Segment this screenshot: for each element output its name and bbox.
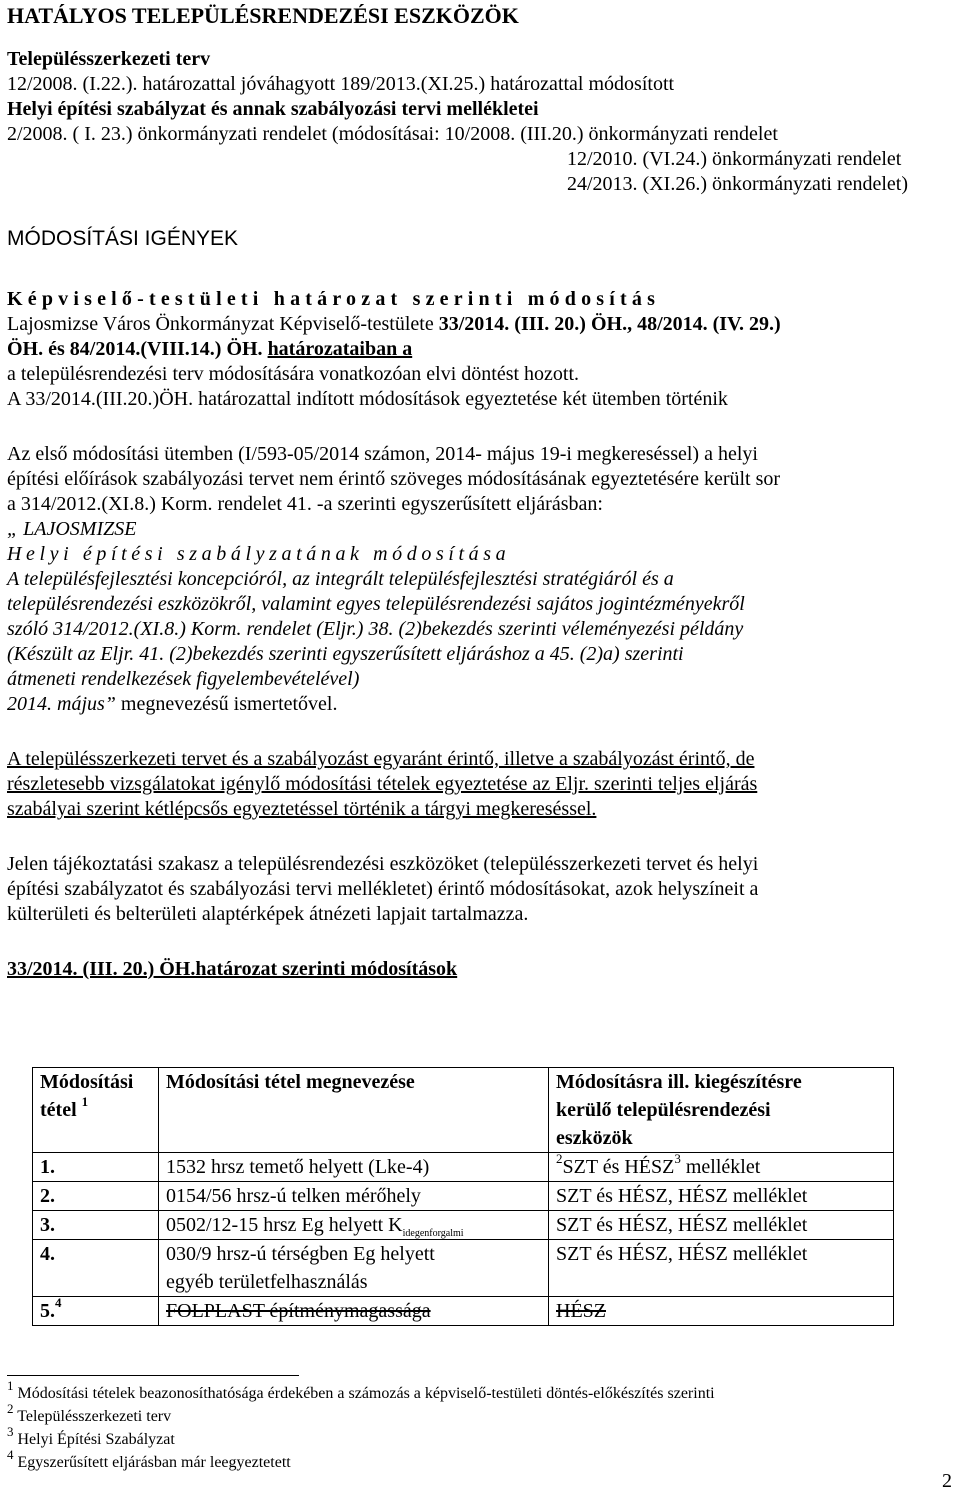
footnote-number: 1 [7,1377,14,1393]
paragraph-1-line-4: A 33/2014.(III.20.)ÖH. határozattal indított módosítások egyeztetése két ütemben történik [7,388,728,410]
name-text: 0502/12-15 hrsz Eg helyett K [166,1214,403,1236]
footnote-text: Helyi Építési Szabályzat [17,1431,175,1448]
text-run: megnevezésű ismertetővel. [115,693,338,715]
footnote-ref: 4 [55,1295,62,1311]
item-name: FOLPLAST építménymagassága [159,1297,549,1326]
table-row [33,1182,894,1211]
paragraph-2-line-9: (Készült az Eljr. 41. (2)bekezdés szerinti egyszerűsített eljáráshoz a 45. (2)a) szerinti [7,643,684,665]
resolution-refs: 33/2014. (III. 20.) ÖH., 48/2014. (IV. 29.) [438,313,781,335]
plan-title: Településszerkezeti terv [7,48,211,70]
name-text: 030/9 hrsz-ú térségben Eg helyett [166,1243,435,1265]
item-name [159,1240,549,1297]
paragraph-3-line-2: részletesebb vizsgálatokat igénylő módosítási tételek egyeztetése az Eljr. szerinti teljes eljárás [7,773,758,795]
table-row [33,1211,894,1240]
item-tools [549,1153,894,1182]
hesz-line-1: 2/2008. ( I. 23.) önkormányzati rendelet (módosításai: 10/2008. (III.20.) önkormányzati rendelet [7,123,778,145]
item-name [159,1211,549,1240]
table-header-row [33,1068,894,1153]
header-text: eszközök [556,1127,633,1149]
underlined-text: határozataiban a [267,338,413,360]
header-text: kerülő településrendezési [556,1099,771,1121]
table-row [33,1297,894,1326]
tools-text: melléklet [680,1156,761,1178]
modifications-table [32,1067,894,1326]
number-text: 5. [40,1300,55,1322]
footnote [7,1446,291,1473]
text-run: Lajosmizse Város Önkormányzat Képviselő-testülete [7,313,439,335]
subscript-text: idegenforgalmi [402,1228,464,1239]
paragraph-2-line-2: építési előírások szabályozási tervet nem érintő szöveges módosításának egyeztetésére került sor [7,468,781,490]
item-number: 3. [33,1211,159,1240]
item-name: 1532 hrsz temető helyett (Lke-4) [159,1153,549,1182]
footnote-text: Egyszerűsített eljárásban már leegyeztetett [17,1454,291,1471]
paragraph-3-line-3: szabályai szerint kétlépcsős egyeztetéssel történik a tárgyi megkereséssel. [7,798,597,820]
header-text: Módosításra ill. kiegészítésre [556,1071,802,1093]
footnote-ref: 2 [556,1151,563,1167]
item-tools: SZT és HÉSZ, HÉSZ melléklet [549,1182,894,1211]
paragraph-1-line-3: a településrendezési terv módosítására vonatkozóan elvi döntést hozott. [7,363,580,385]
paragraph-2-line-7: településrendezési eszközökről, valamint egyes településrendezési sajátos jogintézményekről [7,593,745,615]
footnote-ref: 1 [81,1094,89,1110]
paragraph-2-line-5: Helyi építési szabályzatának módosítása [7,543,511,565]
tools-text: SZT és HÉSZ [562,1156,675,1178]
footnote [7,1400,172,1427]
header-affected-tools [549,1068,894,1153]
section-subtitle: Képviselő-testületi határozat szerinti módosítás [7,288,661,310]
footnote-number: 4 [7,1446,14,1462]
table-row [33,1153,894,1182]
document-title: HATÁLYOS TELEPÜLÉSRENDEZÉSI ESZKÖZÖK [7,3,519,28]
header-text: tétel [40,1099,82,1121]
paragraph-1-line-2 [7,337,412,361]
table-title: 33/2014. (III. 20.) ÖH.határozat szerinti módosítások [7,958,458,980]
paragraph-2-line-3: a 314/2012.(XI.8.) Korm. rendelet 41. -a szerinti egyszerűsített eljárásban: [7,493,603,515]
paragraph-1-line-1 [7,312,781,336]
header-text: Módosítási [40,1071,134,1093]
name-text: egyéb területfelhasználás [166,1271,368,1293]
hesz-title: Helyi építési szabályzat és annak szabályozási tervi mellékletei [7,98,539,120]
footnote-number: 3 [7,1423,14,1439]
footnote-number: 2 [7,1400,14,1416]
paragraph-3-line-1: A településszerkezeti tervet és a szabályozást egyaránt érintő, illetve a szabályozást érintő, de [7,748,755,770]
italic-text: 2014. május” [7,693,116,715]
paragraph-2-line-8: szóló 314/2012.(XI.8.) Korm. rendelet (Eljr.) 38. (2)bekezdés szerinti véleményezési példány [7,618,744,640]
paragraph-2-line-6: A településfejlesztési koncepcióról, az integrált településfejlesztési stratégiáról és a [7,568,674,590]
item-tools: SZT és HÉSZ, HÉSZ melléklet [549,1211,894,1240]
paragraph-2-line-4: „ LAJOSMIZSE [7,518,137,540]
header-item-number [33,1068,159,1153]
item-number: 4. [33,1240,159,1297]
item-number: 2. [33,1182,159,1211]
hesz-line-2: 12/2010. (VI.24.) önkormányzati rendelet [567,148,902,170]
hesz-line-3: 24/2013. (XI.26.) önkormányzati rendelet) [567,173,909,195]
plan-approval-line: 12/2008. (I.22.). határozattal jóváhagyott 189/2013.(XI.25.) határozattal módosított [7,73,675,95]
footnote-ref: 3 [674,1151,681,1167]
paragraph-4-line-3: külterületi és belterületi alaptérképek átnézeti lapjait tartalmazza. [7,903,529,925]
item-tools: SZT és HÉSZ, HÉSZ melléklet [549,1240,894,1297]
resolution-refs: ÖH. és 84/2014.(VIII.14.) ÖH. [7,338,268,360]
footnote-text: Településszerkezeti terv [17,1408,172,1425]
section-title: MÓDOSÍTÁSI IGÉNYEK [7,227,239,250]
paragraph-2-line-1: Az első módosítási ütemben (I/593-05/2014 számon, 2014- május 19-i megkereséssel) a helyi [7,443,758,465]
footnote-separator [7,1375,299,1376]
item-number [33,1297,159,1326]
table-row [33,1240,894,1297]
item-tools: HÉSZ [549,1297,894,1326]
paragraph-2-line-10: átmeneti rendelkezések figyelembevételével) [7,668,360,690]
paragraph-4-line-1: Jelen tájékoztatási szakasz a településrendezési eszközöket (településszerkezeti tervet és helyi [7,853,759,875]
footnote [7,1377,715,1404]
footnote-text: Módosítási tételek beazonosíthatósága érdekében a számozás a képviselő-testületi döntés-előkészítés szerinti [17,1385,715,1402]
paragraph-4-line-2: építési szabályzatot és szabályozási tervi mellékletet) érintő módosításokat, azok helyszíneit a [7,878,759,900]
footnote [7,1423,175,1450]
paragraph-2-line-11 [7,692,338,716]
item-number: 1. [33,1153,159,1182]
page-number: 2 [942,1470,952,1492]
item-name: 0154/56 hrsz-ú telken mérőhely [159,1182,549,1211]
header-item-name: Módosítási tétel megnevezése [159,1068,549,1153]
